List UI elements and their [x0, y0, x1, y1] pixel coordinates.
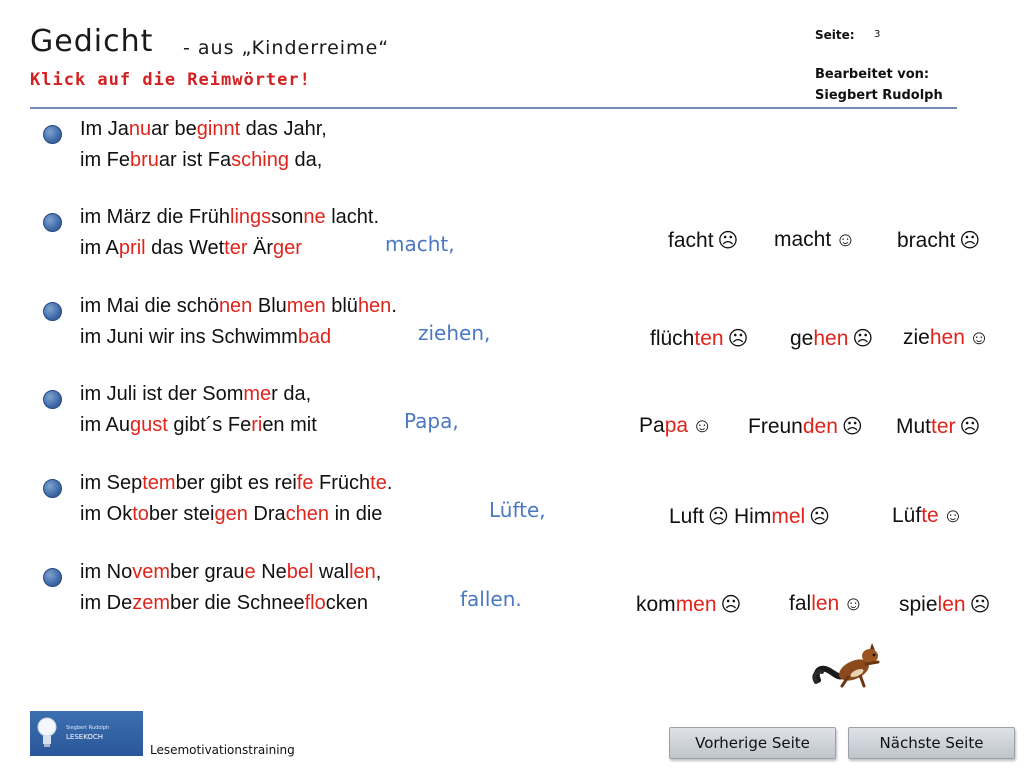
- line-text: im Ok: [80, 503, 133, 525]
- rhyme-syllable: lings: [230, 206, 272, 228]
- rhyme-syllable: me: [243, 383, 272, 405]
- rhyme-syllable: sching: [231, 149, 289, 171]
- choice-text: kom: [636, 593, 676, 616]
- bullet-icon: [43, 125, 62, 144]
- rhyme-syllable: hen: [357, 295, 392, 317]
- poem-line: [80, 295, 397, 318]
- line-text: Blu: [252, 295, 287, 317]
- rhyme-syllable: ri: [251, 414, 263, 436]
- line-text: ber grau: [170, 561, 245, 583]
- rhyme-syllable: gen: [214, 503, 248, 525]
- line-text: .: [391, 295, 397, 317]
- rhyme-syllable: te: [921, 504, 939, 527]
- choice-text: Freun: [748, 415, 803, 438]
- rhyme-syllable: vem: [132, 561, 171, 583]
- line-text: ber die Schnee: [170, 592, 305, 614]
- rhyme-syllable: ne: [303, 206, 326, 228]
- bullet-icon: [43, 568, 62, 587]
- line-text: Är: [247, 237, 274, 259]
- line-text: r da,: [271, 383, 312, 405]
- line-text: .: [386, 472, 393, 494]
- rhyme-syllable: nen: [218, 295, 253, 317]
- header-divider: [30, 107, 957, 109]
- poem-line: [80, 414, 317, 437]
- line-text: Früch: [313, 472, 371, 494]
- line-text: en mit: [262, 414, 317, 436]
- line-text: son: [271, 206, 304, 228]
- line-text: Ne: [255, 561, 287, 583]
- frown-icon: ☹: [708, 506, 729, 528]
- choice-text: macht: [774, 228, 832, 251]
- poem-line: [80, 472, 392, 495]
- line-text: gibt´s Fe: [167, 414, 252, 436]
- rhyme-syllable: hen: [813, 327, 849, 350]
- line-text: da,: [288, 149, 323, 171]
- choice-text: Lüf: [892, 504, 922, 527]
- rhyme-syllable: bel: [286, 561, 314, 583]
- line-text: im No: [80, 561, 133, 583]
- line-text: das Jahr,: [240, 118, 327, 140]
- line-text: im Juli ist der Som: [80, 383, 244, 405]
- rhyme-syllable: hen: [929, 326, 965, 349]
- line-text: im Fe: [80, 149, 130, 171]
- rhyme-syllable: ter: [224, 237, 248, 259]
- rhyme-choice[interactable]: [899, 592, 990, 617]
- choice-text: facht: [668, 229, 714, 252]
- rhyme-syllable: tem: [142, 472, 176, 494]
- answer-word: macht,: [385, 232, 455, 256]
- frown-icon: ☹: [727, 328, 749, 350]
- frown-icon: ☹: [720, 594, 742, 616]
- rhyme-choice[interactable]: [903, 326, 989, 350]
- rhyme-syllable: ger: [273, 237, 302, 259]
- answer-word: fallen.: [460, 587, 522, 611]
- page-subtitle: - aus „Kinderreime“: [183, 37, 390, 59]
- poem-line: [80, 326, 331, 349]
- smiley-icon: ☺: [968, 327, 990, 349]
- frown-icon: ☹: [841, 416, 863, 438]
- rhyme-choice[interactable]: [636, 592, 741, 617]
- line-text: das Wet: [145, 237, 225, 259]
- next-page-button[interactable]: Nächste Seite: [848, 727, 1015, 759]
- poem-line: [80, 383, 311, 406]
- line-text: ar ist Fa: [158, 149, 232, 171]
- bullet-icon: [43, 302, 62, 321]
- page-number: 3: [874, 29, 881, 40]
- rhyme-choice[interactable]: [897, 228, 980, 253]
- edited-by-label: Bearbeitet von:: [815, 67, 930, 82]
- choice-text: Mut: [896, 415, 932, 438]
- page-title: Gedicht: [30, 24, 154, 59]
- rhyme-choice[interactable]: [639, 414, 712, 438]
- rhyme-choice[interactable]: [789, 592, 864, 616]
- choice-text: ge: [790, 327, 814, 350]
- frown-icon: ☹: [717, 230, 739, 252]
- choice-text: spie: [899, 593, 938, 616]
- rhyme-syllable: e: [244, 561, 256, 583]
- line-text: blü: [325, 295, 358, 317]
- line-text: im Sep: [80, 472, 143, 494]
- previous-page-button[interactable]: Vorherige Seite: [669, 727, 836, 759]
- rhyme-syllable: men: [286, 295, 326, 317]
- frown-icon: ☹: [959, 230, 981, 252]
- rhyme-syllable: ten: [694, 327, 724, 350]
- line-text: ar be: [151, 118, 197, 140]
- answer-word: Lüfte,: [489, 498, 546, 522]
- line-text: ,: [375, 561, 382, 583]
- rhyme-syllable: bad: [297, 326, 332, 348]
- rhyme-choice[interactable]: [774, 228, 856, 252]
- line-text: lacht.: [325, 206, 380, 228]
- rhyme-choice[interactable]: [669, 504, 729, 529]
- poem-line: [80, 149, 322, 172]
- smiley-icon: ☺: [835, 229, 856, 251]
- rhyme-syllable: bru: [130, 149, 159, 171]
- frown-icon: ☹: [959, 416, 981, 438]
- rhyme-syllable: den: [802, 415, 838, 438]
- line-text: cken: [325, 592, 368, 614]
- poem-line: [80, 118, 327, 141]
- choice-text: zie: [903, 326, 930, 349]
- rhyme-choice[interactable]: [748, 414, 863, 439]
- line-text: Dra: [247, 503, 286, 525]
- poem-line: [80, 592, 368, 615]
- poem-line: [80, 561, 381, 584]
- smiley-icon: ☺: [942, 505, 964, 527]
- poem-line: [80, 206, 379, 229]
- squirrel-image: [812, 640, 892, 692]
- author-name: Siegbert Rudolph: [815, 88, 943, 103]
- line-text: im März die Früh: [80, 206, 231, 228]
- line-text: im Juni wir ins Schwimm: [80, 326, 298, 348]
- bullet-icon: [43, 213, 62, 232]
- choice-text: Luft: [669, 505, 705, 528]
- frown-icon: ☹: [969, 594, 991, 616]
- smiley-icon: ☺: [843, 593, 864, 615]
- logo-brand: LESEKOCH: [66, 733, 104, 741]
- poem-line: [80, 503, 382, 526]
- bullet-icon: [43, 479, 62, 498]
- rhyme-choice[interactable]: [896, 414, 980, 439]
- rhyme-syllable: pa: [664, 414, 689, 437]
- choice-text: Him: [734, 505, 772, 528]
- line-text: in die: [329, 503, 383, 525]
- rhyme-choice[interactable]: [668, 228, 738, 253]
- choice-text: flüch: [650, 327, 695, 350]
- line-text: ber gibt es rei: [175, 472, 297, 494]
- lesekoch-logo: [30, 711, 143, 756]
- rhyme-syllable: te: [370, 472, 387, 494]
- rhyme-syllable: nu: [128, 118, 152, 140]
- poem-line: [80, 237, 302, 260]
- line-text: ber stei: [148, 503, 215, 525]
- rhyme-syllable: fe: [296, 472, 314, 494]
- line-text: im Mai die schö: [80, 295, 219, 317]
- instruction-text: Klick auf die Reimwörter!: [30, 70, 311, 90]
- choice-text: fal: [789, 592, 812, 615]
- line-text: wal: [313, 561, 350, 583]
- rhyme-syllable: len: [811, 592, 840, 615]
- line-text: im De: [80, 592, 133, 614]
- frown-icon: ☹: [852, 328, 874, 350]
- rhyme-syllable: chen: [285, 503, 330, 525]
- lightbulb-icon: [36, 716, 58, 750]
- answer-word: Papa,: [404, 409, 459, 433]
- rhyme-syllable: pril: [118, 237, 146, 259]
- rhyme-syllable: to: [132, 503, 149, 525]
- line-text: im A: [80, 237, 119, 259]
- line-text: Im Ja: [80, 118, 129, 140]
- rhyme-choice[interactable]: [650, 326, 748, 351]
- rhyme-syllable: mel: [771, 505, 806, 528]
- rhyme-syllable: gust: [130, 414, 168, 436]
- rhyme-choice[interactable]: [734, 504, 830, 529]
- rhyme-syllable: zem: [132, 592, 171, 614]
- answer-word: ziehen,: [418, 321, 491, 345]
- rhyme-syllable: ter: [931, 415, 956, 438]
- rhyme-syllable: len: [349, 561, 376, 583]
- smiley-icon: ☺: [692, 415, 713, 437]
- logo-author: Siegbert Rudolph: [66, 725, 110, 731]
- rhyme-choice[interactable]: [892, 504, 963, 528]
- rhyme-syllable: ginnt: [196, 118, 241, 140]
- choice-text: bracht: [897, 229, 956, 252]
- frown-icon: ☹: [809, 506, 831, 528]
- rhyme-syllable: flo: [304, 592, 326, 614]
- line-text: im Au: [80, 414, 131, 436]
- bullet-icon: [43, 390, 62, 409]
- choice-text: Pa: [639, 414, 665, 437]
- rhyme-choice[interactable]: [790, 326, 873, 351]
- rhyme-syllable: len: [937, 593, 966, 616]
- rhyme-syllable: men: [675, 593, 717, 616]
- page-label: Seite:: [815, 28, 855, 42]
- footer-caption: Lesemotivationstraining: [150, 743, 295, 757]
